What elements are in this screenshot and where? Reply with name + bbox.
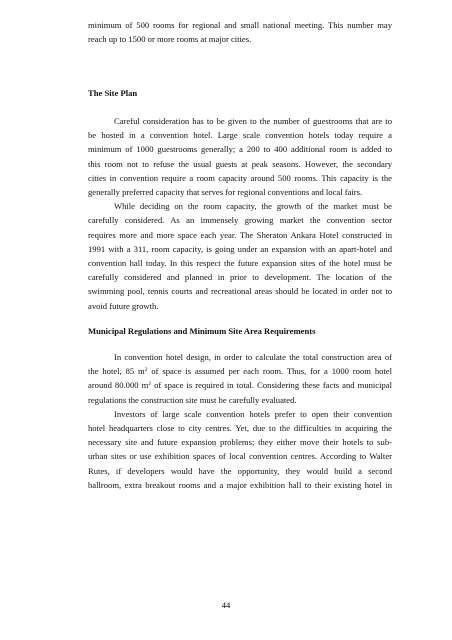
body-text-line: Rutes, if developers would have the opportunity, they would build a second	[88, 465, 392, 476]
body-text-line: cities in convention require a room capacity around 500 rooms. This capacity is the	[88, 172, 392, 183]
body-text-line: requires more and more space each year. The Sheraton Ankara Hotel constructed in	[88, 229, 392, 240]
body-text-line: necessary site and future expansion problems; they either move their hotels to sub-	[88, 437, 392, 448]
body-text-line: reach up to 1500 or more rooms at major cities.	[88, 34, 252, 45]
body-text-line: In convention hotel design, in order to calculate the total construction area of	[114, 352, 392, 362]
body-text-line: minimum of 500 rooms for regional and small national meeting. This number may	[88, 20, 392, 30]
body-text-line: be hosted in a convention hotel. Large scale convention hotels today require a	[88, 130, 392, 141]
body-text-line: regulations the construction site must be carefully evaluated.	[88, 394, 297, 405]
body-text-line: Investors of large scale convention hotels prefer to open their convention	[114, 408, 392, 419]
body-text-line: carefully considered and planned in prior to development. The location of the	[88, 272, 392, 283]
body-text-line: ballroom, extra breakout rooms and a major exhibition hall to their existing hotel in	[88, 479, 392, 490]
body-text-line: minimum of 1000 guestrooms generally; a 200 to 400 additional room is added to	[88, 144, 392, 155]
body-text-line: hotel headquarters close to city centres. Yet, due to the difficulties in acquiring the	[88, 423, 392, 433]
body-text-line: avoid future growth.	[88, 300, 159, 311]
body-text-line: Careful consideration has to be given to the number of guestrooms that are to	[114, 116, 392, 126]
body-text-line: generally preferred capacity that serves for regional conventions and local fairs.	[88, 187, 363, 197]
body-text-line: carefully considered. As an immensely growing market the convention sector	[88, 215, 392, 226]
section-heading-municipal: Municipal Regulations and Minimum Site Area Requirements	[88, 326, 316, 336]
body-text-line: the hotel, 85 $m^2$ of space is assumed per each room. Thus, for a 1000 room hotel	[88, 366, 392, 377]
section-heading-site-plan: The Site Plan	[88, 88, 138, 98]
body-text-line: 1991 with a 311, room capacity, is going under an expansion with an apart-hotel and	[88, 243, 392, 254]
body-text-line: around 80.000 $m^2$ of space is required in total. Considering these facts and municipal	[88, 380, 393, 391]
body-text-line: While deciding on the room capacity, the growth of the market must be	[114, 201, 392, 212]
body-text-line: convention hall today. In this respect the future expansion sites of the hotel must be	[88, 258, 392, 268]
page-number: 44	[221, 600, 231, 610]
body-text-line: this room not to refuse the usual guests at peak seasons. However, the secondary	[88, 158, 392, 169]
body-text-line: swimming pool, tennis courts and recreational areas should be located in order not to	[88, 286, 392, 297]
body-text-line: urban sites or use exhibition spaces of local convention centres. According to Walter	[88, 451, 392, 462]
